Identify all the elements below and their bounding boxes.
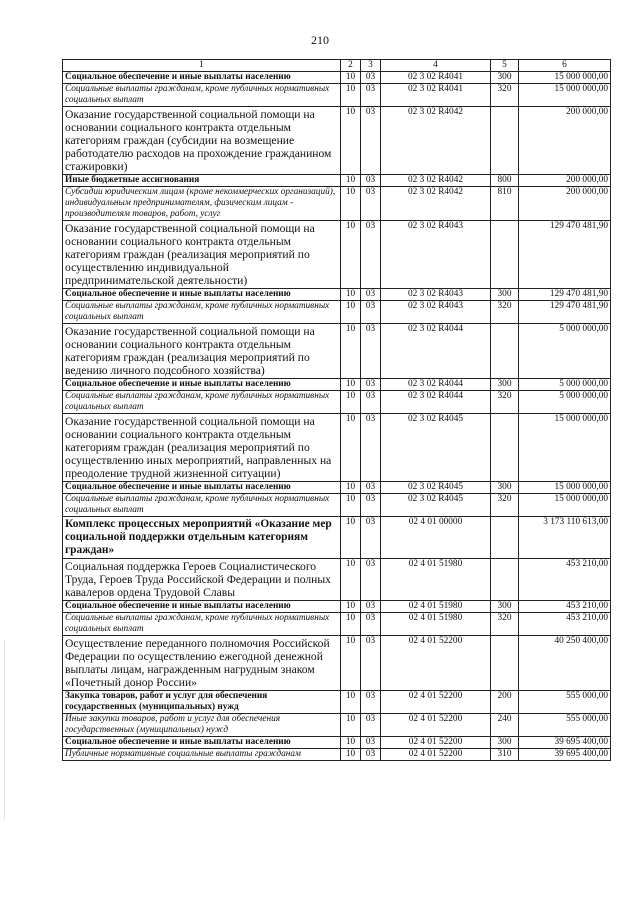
target-article-code: 02 4 01 52200	[381, 636, 491, 691]
expense-type-code: 800	[491, 175, 519, 187]
table-row	[63, 324, 611, 379]
section-code: 10	[341, 187, 361, 221]
subsection-code: 03	[361, 749, 381, 761]
table-header-row	[63, 60, 611, 72]
section-code: 10	[341, 714, 361, 737]
expense-type-code: 320	[491, 301, 519, 324]
table-row	[63, 494, 611, 517]
item-name: Иные бюджетные ассигнования	[63, 175, 341, 187]
expense-type-code	[491, 221, 519, 289]
amount: 40 250 400,00	[519, 636, 611, 691]
section-code: 10	[341, 84, 361, 107]
expense-type-code	[491, 107, 519, 175]
subsection-code: 03	[361, 187, 381, 221]
item-name: Социальные выплаты гражданам, кроме публичных нормативных социальных выплат	[63, 613, 341, 636]
target-article-code: 02 3 02 R4045	[381, 414, 491, 482]
table-row	[63, 289, 611, 301]
table-row	[63, 175, 611, 187]
section-code: 10	[341, 379, 361, 391]
section-code: 10	[341, 517, 361, 559]
section-code: 10	[341, 414, 361, 482]
table-row	[63, 107, 611, 175]
amount: 39 695 400,00	[519, 749, 611, 761]
expense-type-code: 300	[491, 72, 519, 84]
subsection-code: 03	[361, 301, 381, 324]
expense-type-code: 320	[491, 391, 519, 414]
table-row	[63, 72, 611, 84]
amount: 453 210,00	[519, 559, 611, 601]
table-row	[63, 301, 611, 324]
page-number: 210	[311, 33, 329, 47]
target-article-code: 02 4 01 00000	[381, 517, 491, 559]
header-col-2: 2	[341, 60, 361, 72]
target-article-code: 02 3 02 R4041	[381, 84, 491, 107]
item-name: Закупка товаров, работ и услуг для обеспечения государственных (муниципальных) нужд	[63, 691, 341, 714]
item-name: Социальное обеспечение и иные выплаты населению	[63, 737, 341, 749]
section-code: 10	[341, 691, 361, 714]
item-name: Оказание государственной социальной помощи на основании социального контракта отдельным категориям граждан (реализация мероприятий по осуществлению индивидуальной предпринимательской деятельности)	[63, 221, 341, 289]
target-article-code: 02 4 01 51980	[381, 601, 491, 613]
header-col-6: 6	[519, 60, 611, 72]
scan-margin-line	[4, 640, 5, 820]
amount: 129 470 481,90	[519, 289, 611, 301]
expense-type-code: 300	[491, 737, 519, 749]
section-code: 10	[341, 613, 361, 636]
target-article-code: 02 4 01 52200	[381, 691, 491, 714]
expense-type-code	[491, 517, 519, 559]
target-article-code: 02 3 02 R4045	[381, 494, 491, 517]
amount: 555 000,00	[519, 714, 611, 737]
amount: 129 470 481,90	[519, 301, 611, 324]
table-row	[63, 84, 611, 107]
table-row	[63, 482, 611, 494]
target-article-code: 02 4 01 51980	[381, 559, 491, 601]
expense-type-code: 300	[491, 601, 519, 613]
section-code: 10	[341, 559, 361, 601]
section-code: 10	[341, 601, 361, 613]
target-article-code: 02 4 01 52200	[381, 714, 491, 737]
section-code: 10	[341, 749, 361, 761]
table-row	[63, 636, 611, 691]
expense-type-code: 200	[491, 691, 519, 714]
item-name: Социальное обеспечение и иные выплаты населению	[63, 289, 341, 301]
header-col-1: 1	[63, 60, 341, 72]
amount: 15 000 000,00	[519, 414, 611, 482]
amount: 5 000 000,00	[519, 379, 611, 391]
expense-type-code: 320	[491, 494, 519, 517]
target-article-code: 02 4 01 52200	[381, 749, 491, 761]
target-article-code: 02 3 02 R4045	[381, 482, 491, 494]
expense-type-code: 810	[491, 187, 519, 221]
item-name: Осуществление переданного полномочия Российской Федерации по осуществлению ежегодной денежной выплаты лицам, награжденным нагрудным знаком «Почетный донор России»	[63, 636, 341, 691]
subsection-code: 03	[361, 636, 381, 691]
item-name: Субсидии юридическим лицам (кроме некоммерческих организаций), индивидуальным предпринимателям, физическим лицам - производителям товаров, работ, услуг	[63, 187, 341, 221]
item-name: Оказание государственной социальной помощи на основании социального контракта отдельным категориям граждан (реализация мероприятий по осуществлению иных мероприятий, направленных на преодоление трудной жизненной ситуации)	[63, 414, 341, 482]
expense-type-code	[491, 559, 519, 601]
item-name: Публичные нормативные социальные выплаты гражданам	[63, 749, 341, 761]
subsection-code: 03	[361, 107, 381, 175]
section-code: 10	[341, 494, 361, 517]
expense-type-code	[491, 414, 519, 482]
budget-table	[62, 59, 611, 761]
item-name: Социальные выплаты гражданам, кроме публичных нормативных социальных выплат	[63, 84, 341, 107]
table-row	[63, 414, 611, 482]
subsection-code: 03	[361, 84, 381, 107]
item-name: Социальные выплаты гражданам, кроме публичных нормативных социальных выплат	[63, 494, 341, 517]
subsection-code: 03	[361, 494, 381, 517]
subsection-code: 03	[361, 714, 381, 737]
target-article-code: 02 4 01 51980	[381, 613, 491, 636]
amount: 453 210,00	[519, 613, 611, 636]
header-col-3: 3	[361, 60, 381, 72]
table-row	[63, 221, 611, 289]
subsection-code: 03	[361, 379, 381, 391]
amount: 3 173 110 613,00	[519, 517, 611, 559]
header-col-4: 4	[381, 60, 491, 72]
section-code: 10	[341, 175, 361, 187]
item-name: Социальная поддержка Героев Социалистического Труда, Героев Труда Российской Федерации и полных кавалеров ордена Трудовой Славы	[63, 559, 341, 601]
amount: 453 210,00	[519, 601, 611, 613]
target-article-code: 02 3 02 R4042	[381, 187, 491, 221]
table-row	[63, 391, 611, 414]
item-name: Комплекс процессных мероприятий «Оказание мер социальной поддержки отдельным категориям граждан»	[63, 517, 341, 559]
subsection-code: 03	[361, 737, 381, 749]
expense-type-code: 240	[491, 714, 519, 737]
section-code: 10	[341, 107, 361, 175]
expense-type-code: 300	[491, 289, 519, 301]
amount: 39 695 400,00	[519, 737, 611, 749]
subsection-code: 03	[361, 175, 381, 187]
item-name: Социальное обеспечение и иные выплаты населению	[63, 72, 341, 84]
expense-type-code: 310	[491, 749, 519, 761]
amount: 5 000 000,00	[519, 391, 611, 414]
subsection-code: 03	[361, 613, 381, 636]
target-article-code: 02 3 02 R4044	[381, 379, 491, 391]
table-row	[63, 379, 611, 391]
amount: 15 000 000,00	[519, 72, 611, 84]
amount: 200 000,00	[519, 107, 611, 175]
amount: 15 000 000,00	[519, 494, 611, 517]
item-name: Оказание государственной социальной помощи на основании социального контракта отдельным категориям граждан (реализация мероприятий по ведению личного подсобного хозяйства)	[63, 324, 341, 379]
item-name: Оказание государственной социальной помощи на основании социального контракта отдельным категориям граждан (субсидии на возмещение работодателю расходов на прохождение гражданином стажировки)	[63, 107, 341, 175]
amount: 555 000,00	[519, 691, 611, 714]
target-article-code: 02 3 02 R4044	[381, 324, 491, 379]
subsection-code: 03	[361, 221, 381, 289]
section-code: 10	[341, 391, 361, 414]
table-row	[63, 601, 611, 613]
amount: 129 470 481,90	[519, 221, 611, 289]
amount: 15 000 000,00	[519, 482, 611, 494]
subsection-code: 03	[361, 72, 381, 84]
expense-type-code: 300	[491, 482, 519, 494]
item-name: Иные закупки товаров, работ и услуг для обеспечения государственных (муниципальных) нужд	[63, 714, 341, 737]
section-code: 10	[341, 482, 361, 494]
target-article-code: 02 4 01 52200	[381, 737, 491, 749]
target-article-code: 02 3 02 R4043	[381, 221, 491, 289]
target-article-code: 02 3 02 R4043	[381, 301, 491, 324]
subsection-code: 03	[361, 691, 381, 714]
header-col-5: 5	[491, 60, 519, 72]
section-code: 10	[341, 72, 361, 84]
table-row	[63, 613, 611, 636]
item-name: Социальное обеспечение и иные выплаты населению	[63, 601, 341, 613]
section-code: 10	[341, 301, 361, 324]
expense-type-code: 300	[491, 379, 519, 391]
expense-type-code	[491, 324, 519, 379]
section-code: 10	[341, 737, 361, 749]
table-row	[63, 517, 611, 559]
subsection-code: 03	[361, 391, 381, 414]
target-article-code: 02 3 02 R4042	[381, 175, 491, 187]
item-name: Социальные выплаты гражданам, кроме публичных нормативных социальных выплат	[63, 391, 341, 414]
expense-type-code: 320	[491, 84, 519, 107]
table-row	[63, 187, 611, 221]
target-article-code: 02 3 02 R4043	[381, 289, 491, 301]
expense-type-code	[491, 636, 519, 691]
amount: 15 000 000,00	[519, 84, 611, 107]
section-code: 10	[341, 289, 361, 301]
subsection-code: 03	[361, 324, 381, 379]
expense-type-code: 320	[491, 613, 519, 636]
amount: 200 000,00	[519, 175, 611, 187]
table-row	[63, 737, 611, 749]
item-name: Социальные выплаты гражданам, кроме публичных нормативных социальных выплат	[63, 301, 341, 324]
subsection-code: 03	[361, 517, 381, 559]
subsection-code: 03	[361, 414, 381, 482]
subsection-code: 03	[361, 289, 381, 301]
target-article-code: 02 3 02 R4042	[381, 107, 491, 175]
item-name: Социальное обеспечение и иные выплаты населению	[63, 379, 341, 391]
table-row	[63, 691, 611, 714]
item-name: Социальное обеспечение и иные выплаты населению	[63, 482, 341, 494]
target-article-code: 02 3 02 R4041	[381, 72, 491, 84]
section-code: 10	[341, 324, 361, 379]
subsection-code: 03	[361, 559, 381, 601]
table-row	[63, 559, 611, 601]
section-code: 10	[341, 636, 361, 691]
subsection-code: 03	[361, 601, 381, 613]
subsection-code: 03	[361, 482, 381, 494]
amount: 200 000,00	[519, 187, 611, 221]
amount: 5 000 000,00	[519, 324, 611, 379]
table-row	[63, 749, 611, 761]
target-article-code: 02 3 02 R4044	[381, 391, 491, 414]
section-code: 10	[341, 221, 361, 289]
table-row	[63, 714, 611, 737]
